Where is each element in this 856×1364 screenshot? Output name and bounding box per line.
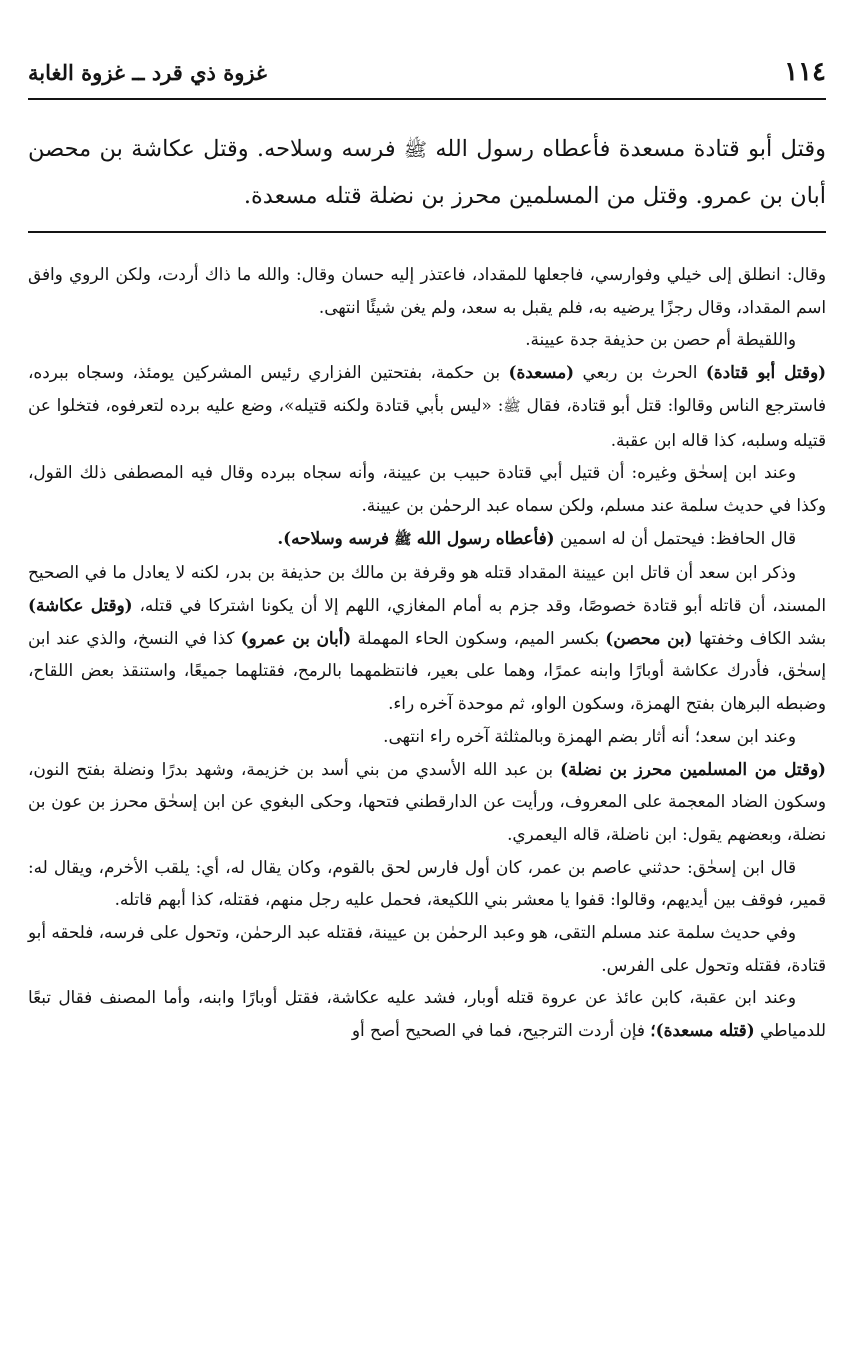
page-number: ١١٤	[784, 57, 826, 87]
commentary-paragraph-3: (وقتل أبو قتادة) الحرث بن ربعي (مسعدة) بن حكمة، بفتحتين الفزاري رئيس المشركين يومئذ، وسجاه ببرده، فاسترجع الناس وقالوا: قتل أبو قتادة، فقال ﷺ: «ليس بأبي قتادة ولكنه قتيله»، وضع عليه برده لتعرفوه، فتخلوا عن قتيله وسلبه، كذا قاله ابن عقبة.	[28, 362, 827, 450]
quoted-phrase: (قتله مسعدة)؛	[650, 1020, 755, 1041]
quoted-phrase: (أبان بن عمرو)	[240, 627, 352, 648]
quoted-phrase: (فأعطاه رسول الله	[416, 527, 555, 548]
commentary-paragraph-10: وفي حديث سلمة عند مسلم التقى، هو وعبد الرحمٰن بن عيينة، فقتله عبد الرحمٰن، وتحول على فرسه، فلحقه أبو قتادة، فقتله وتحول على الفرس.	[28, 922, 826, 975]
main-text	[28, 126, 826, 219]
main-paragraph: وقتل أبو قتادة مسعدة فأعطاه رسول الله ﷺ فرسه وسلاحه. وقتل عكاشة بن محصن أبان بن عمرو. وقتل من المسلمين محرز بن نضلة قتله مسعدة.	[28, 136, 826, 209]
page-header	[28, 52, 826, 92]
commentary-paragraph-4: وعند ابن إسحٰق وغيره: أن قتيل أبي قتادة حبيب بن عيينة، وأنه سجاه ببرده وقال فيه المصطفى ذلك القول، وكذا في حديث سلمة عند مسلم، ولكن سماه عبد الرحمٰن بن عيينة.	[28, 462, 826, 515]
header-rule	[28, 98, 826, 100]
main-text-separator	[28, 231, 826, 233]
commentary-paragraph-9: قال ابن إسحٰق: حدثني عاصم بن عمر، كان أول فارس لحق بالقوم، وكان يقال له، أي: يلقب الأخرم، ويقال له: قمير، فوقف بين أيديهم، وقالوا: قفوا يا معشر بني اللكيعة، فحمل عليه رجل منهم، فقتله، كذا أبهم قاتله.	[28, 856, 826, 910]
honorific-glyph: ﷺ	[394, 531, 412, 548]
commentary	[28, 258, 826, 1047]
honorific-glyph: ﷺ	[403, 138, 427, 161]
quoted-phrase: (وقتل من المسلمين محرز بن نضلة)	[560, 758, 827, 779]
commentary-paragraph-7: وعند ابن سعد؛ أنه أثار بضم الهمزة وبالمثلثة آخره راء انتهى.	[383, 725, 796, 746]
quoted-phrase: (مسعدة)	[508, 362, 575, 383]
commentary-paragraph-2: واللقيطة أم حصن بن حذيفة جدة عيينة.	[525, 329, 796, 350]
quoted-phrase: (وقتل أبو قتادة)	[705, 362, 827, 383]
commentary-paragraph-11: وعند ابن عقبة، كابن عائذ عن عروة قتله أوبار، فشد عليه عكاشة، فقتل أوبارًا وابنه، وأما المصنف فقال تبعًا للدمياطي (قتله مسعدة)؛ فإن أردت الترجيح، فما في الصحيح أصح أو	[28, 987, 826, 1041]
quoted-phrase: (بن محصن)	[605, 627, 693, 648]
honorific-glyph: ﷺ	[503, 398, 521, 415]
quoted-phrase: (وقتل عكاشة)	[28, 595, 133, 616]
commentary-paragraph-5: قال الحافظ: فيحتمل أن له اسمين (فأعطاه رسول الله ﷺ فرسه وسلاحه).	[277, 527, 796, 548]
commentary-paragraph-8: (وقتل من المسلمين محرز بن نضلة) بن عبد الله الأسدي من بني أسد بن خزيمة، وشهد بدرًا ونضلة بفتح النون، وسكون الضاد المعجمة على المعروف، ورأيت عن الدارقطني فتحها، وحكى البغوي عن ابن إسحٰق محرز بن عون بن نضلة، وبعضهم يقول: ابن ناضلة، قاله اليعمري.	[28, 758, 827, 844]
commentary-paragraph-1: وقال: انطلق إلى خيلي وفوارسي، فاجعلها للمقداد، فاعتذر إليه حسان وقال: والله ما ذاك أردت، ولكن الروي وافق اسم المقداد، وقال رجزًا يرضيه به، فلم يقبل به سعد، ولم يغن شيئًا انتهى.	[28, 264, 826, 317]
quoted-phrase: فرسه وسلاحه).	[277, 527, 389, 548]
running-title: غزوة ذي قرد ــ غزوة الغابة	[28, 59, 267, 85]
commentary-paragraph-6: وذكر ابن سعد أن قاتل ابن عيينة المقداد قتله هو وقرفة بن مالك بن حذيفة بن بدر، لكنه لا يعادل ما في الصحيح المسند، أن قاتله أبو قتادة خصوصًا، وقد جزم به أمام المغازي، اللهم إلا أن يكونا اشتركا في قتله، (وقتل عكاشة) بشد الكاف وخفتها (بن محصن) بكسر الميم، وسكون الحاء المهملة (أبان بن عمرو) كذا في النسخ، والذي عند ابن إسحٰق، فأدرك عكاشة أوبارًا وابنه عمرًا، وهما على بعير، فانتظمهما بالرمح، فقتلهما جميعًا، واستنقذ بعض اللقاح، وضبطه البرهان بفتح الهمزة، وسكون الواو، ثم موحدة آخره راء.	[28, 562, 827, 714]
